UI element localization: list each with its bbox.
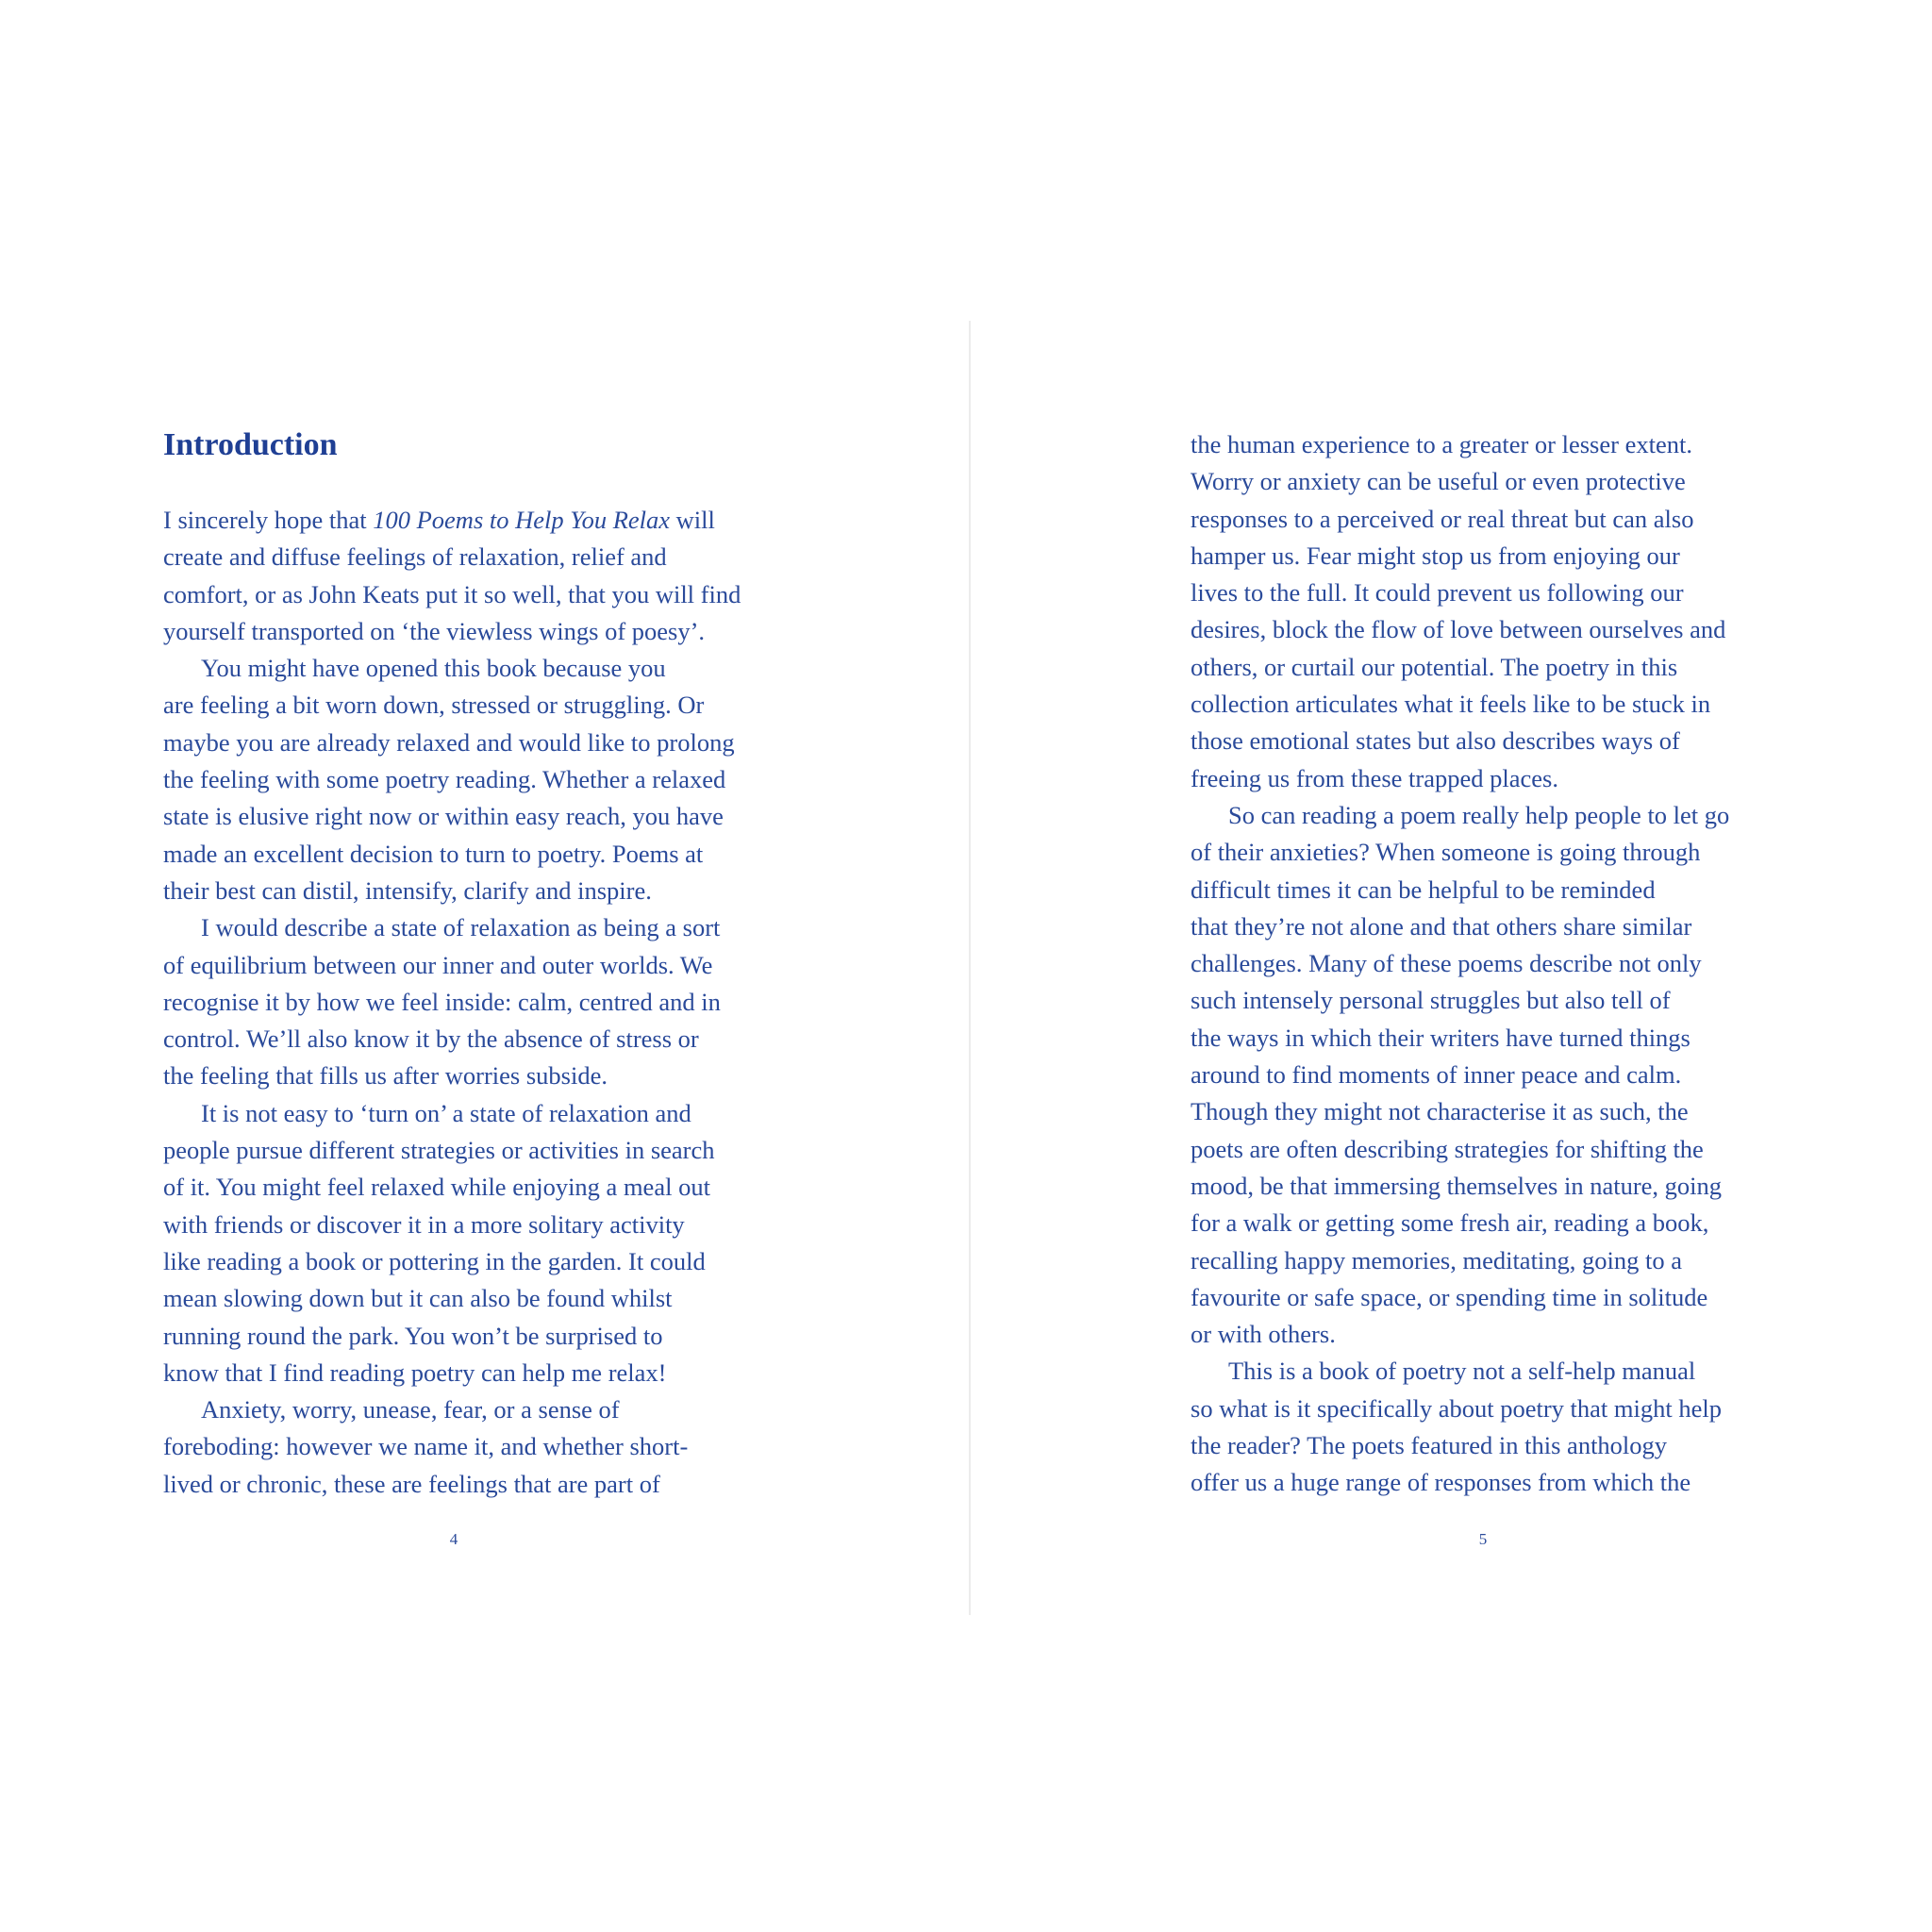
text-line: So can reading a poem really help people to let go (1228, 800, 1730, 829)
text-line: mood, be that immersing themselves in nature, going (1191, 1171, 1723, 1200)
text-line: It is not easy to ‘turn on’ a state of relaxation and (201, 1098, 691, 1127)
page-number-left: 4 (449, 1530, 458, 1548)
text-line: are feeling a bit worn down, stressed or struggling. Or (163, 691, 705, 720)
text-line: those emotional states but also describes ways of (1191, 726, 1680, 756)
text-line: difficult times it can be helpful to be reminded (1191, 874, 1656, 904)
text-line: such intensely personal struggles but also tell of (1191, 986, 1671, 1015)
right-page (1191, 426, 1785, 1502)
text-line: You might have opened this book because you (201, 654, 666, 683)
text-line: the reader? The poets featured in this anthology (1191, 1431, 1668, 1460)
text-line: poets are often describing strategies for shifting the (1191, 1134, 1704, 1163)
text-line: the feeling with some poetry reading. Whether a relaxed (163, 765, 726, 794)
text-line: lives to the full. It could prevent us following our (1191, 578, 1684, 608)
text-line: state is elusive right now or within easy reach, you have (163, 802, 724, 831)
right-body-text (1191, 426, 1785, 1502)
text-line: around to find moments of inner peace and calm. (1191, 1060, 1682, 1090)
text-line: Worry or anxiety can be useful or even protective (1191, 467, 1686, 496)
text-line: mean slowing down but it can also be found whilst (163, 1284, 673, 1313)
text-line: desires, block the flow of love between ourselves and (1191, 615, 1726, 644)
text-line: Though they might not characterise it as such, the (1191, 1097, 1689, 1126)
text-line: challenges. Many of these poems describe not only (1191, 949, 1702, 978)
text-line: freeing us from these trapped places. (1191, 763, 1558, 792)
text-line: so what is it specifically about poetry that might help (1191, 1393, 1723, 1423)
text-line: the ways in which their writers have turned things (1191, 1023, 1690, 1052)
text-line: This is a book of poetry not a self-help manual (1228, 1357, 1696, 1386)
book-title-italic: 100 Poems to Help You Relax (373, 506, 671, 534)
text-line: Anxiety, worry, unease, fear, or a sense of (201, 1395, 620, 1424)
text-line: I would describe a state of relaxation as being a sort (201, 913, 721, 942)
text-line: offer us a huge range of responses from which the (1191, 1468, 1691, 1497)
text-line: responses to a perceived or real threat but can also (1191, 504, 1694, 533)
page-number-right: 5 (1478, 1530, 1488, 1548)
text-line: hamper us. Fear might stop us from enjoying our (1191, 541, 1680, 570)
text-line: for a walk or getting some fresh air, reading a book, (1191, 1208, 1709, 1238)
text-line: recognise it by how we feel inside: calm, centred and in (163, 987, 721, 1016)
text-line: recalling happy memories, meditating, going to a (1191, 1245, 1683, 1274)
page-gutter (969, 321, 971, 1615)
text-line: running round the park. You won’t be surprised to (163, 1321, 663, 1350)
text-line: others, or curtail our potential. The poetry in this (1191, 652, 1678, 681)
text-line: yourself transported on ‘the viewless wings of poesy’. (163, 616, 706, 645)
text-line: of equilibrium between our inner and outer worlds. We (163, 950, 713, 979)
left-body-text (163, 502, 748, 1503)
text-line: of it. You might feel relaxed while enjoying a meal out (163, 1173, 710, 1202)
text-line: that they’re not alone and that others share similar (1191, 911, 1692, 941)
text-line: lived or chronic, these are feelings that are part of (163, 1469, 660, 1498)
text-line: the human experience to a greater or lesser extent. (1191, 430, 1692, 458)
left-page (163, 426, 748, 1503)
text-line: collection articulates what it feels like to be stuck in (1191, 690, 1711, 719)
text-line: create and diffuse feelings of relaxation, relief and (163, 542, 667, 572)
text-line: made an excellent decision to turn to poetry. Poems at (163, 839, 704, 868)
text-line: of their anxieties? When someone is going through (1191, 838, 1701, 867)
text-line: maybe you are already relaxed and would like to prolong (163, 727, 735, 757)
page-title: Introduction (163, 427, 338, 462)
text-line: like reading a book or pottering in the garden. It could (163, 1246, 706, 1275)
text-line: control. We’ll also know it by the absence of stress or (163, 1024, 699, 1054)
text-line: or with others. (1191, 1320, 1336, 1349)
text-line (163, 502, 748, 539)
text-segment: will (670, 506, 715, 534)
text-line: the feeling that fills us after worries subside. (163, 1061, 608, 1091)
text-line: people pursue different strategies or activities in search (163, 1136, 715, 1165)
text-line: with friends or discover it in a more solitary activity (163, 1209, 685, 1239)
text-line: comfort, or as John Keats put it so well, that you will find (163, 579, 741, 608)
text-line: their best can distil, intensify, clarify and inspire. (163, 875, 652, 905)
text-line: favourite or safe space, or spending time in solitude (1191, 1282, 1708, 1311)
text-line: know that I find reading poetry can help me relax! (163, 1357, 667, 1387)
text-segment: I sincerely hope that (163, 506, 374, 534)
text-line: foreboding: however we name it, and whether short- (163, 1432, 689, 1461)
